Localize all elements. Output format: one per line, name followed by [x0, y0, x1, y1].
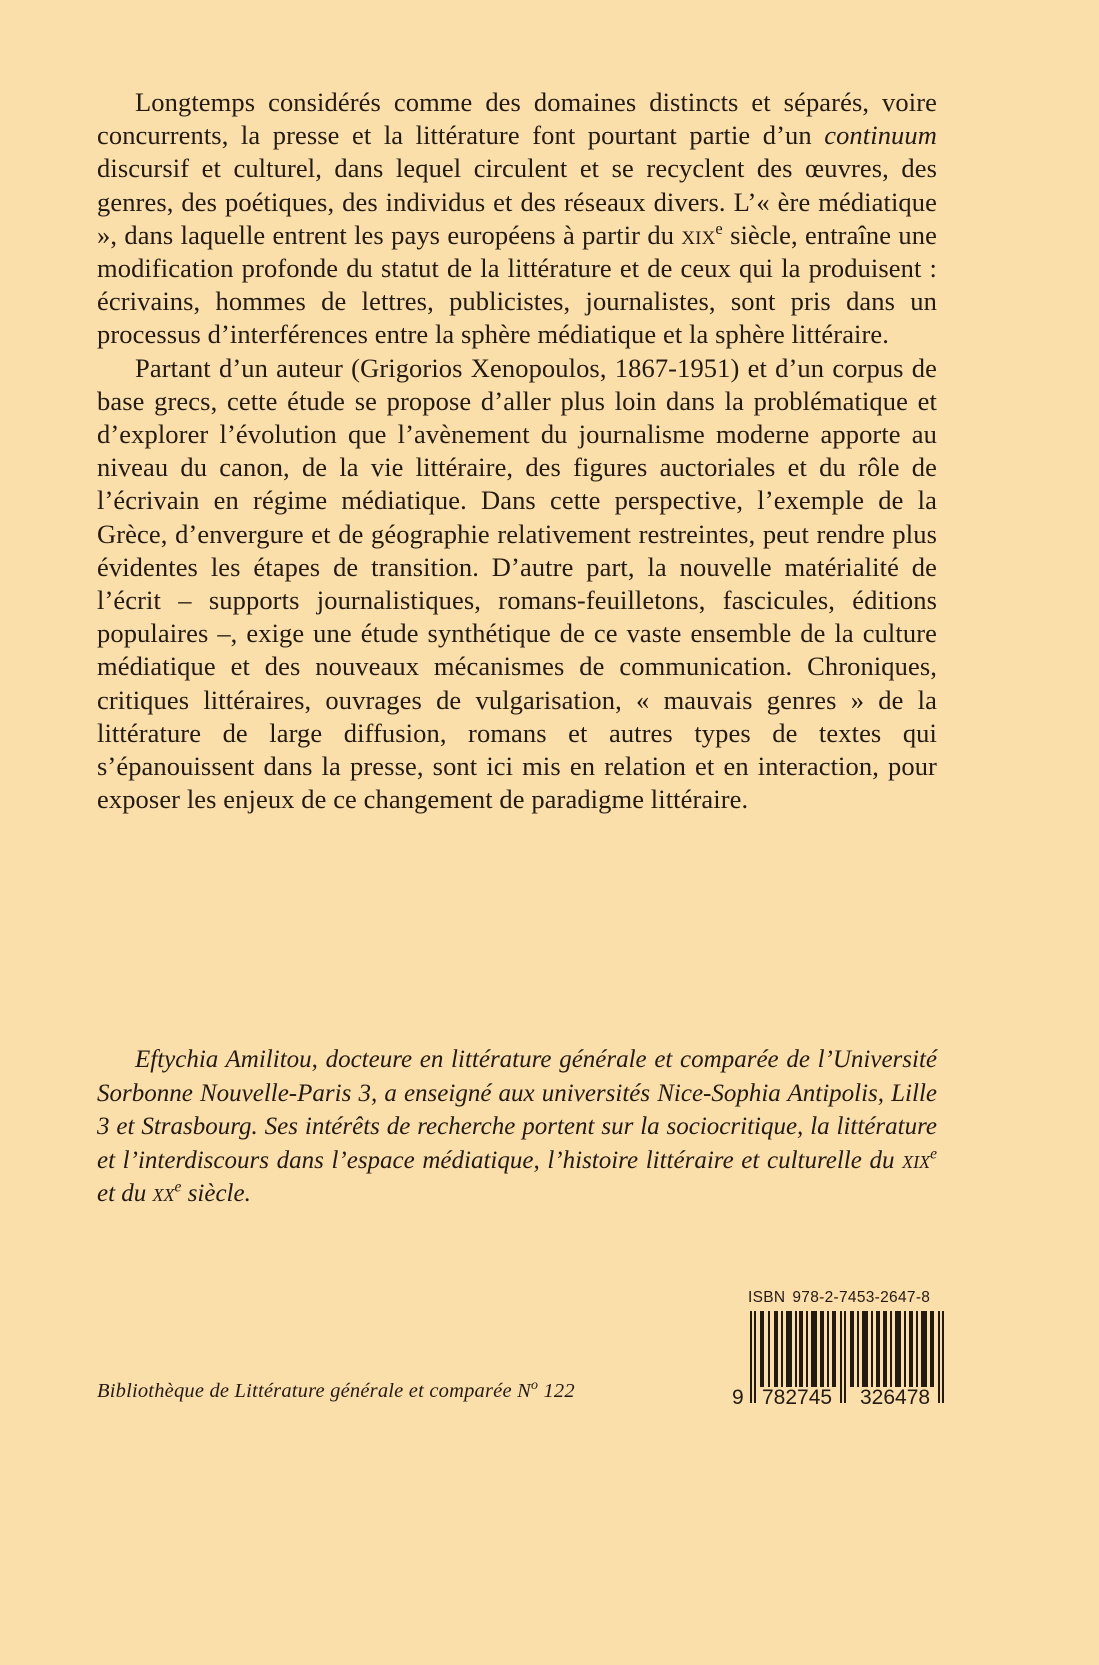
ean13-group-left: 782745	[762, 1386, 833, 1409]
ean13-digit-left: 9	[732, 1386, 744, 1409]
collection-number: 122	[538, 1380, 575, 1402]
blurb-paragraph-1	[97, 86, 937, 352]
isbn-text-line	[748, 1289, 941, 1307]
ean13-group-right: 326478	[860, 1386, 931, 1409]
collection-label: Bibliothèque de Littérature générale et comparée N	[97, 1380, 531, 1402]
blurb-p1-century-smallcaps: xix	[681, 219, 716, 250]
blurb-paragraph-2: Partant d’un auteur (Grigorios Xenopoulos, 1867-1951) et d’un corpus de base grecs, cette étude se propose d’aller plus loin dans la problématique et d’explorer l’évolution que l’avènement du journalisme moderne apporte au niveau du canon, de la vie littéraire, des figures auctoriales et du rôle de l’écrivain en régime médiatique. Dans cette perspective, l’exemple de la Grèce, d’envergure et de géographie relativement restreintes, peut rendre plus évidentes les étapes de transition. D’autre part, la nouvelle matérialité de l’écrit – supports journalistiques, romans-feuilletons, fascicules, éditions populaires –, exige une étude synthétique de ce vaste ensemble de la culture médiatique et des nouveaux mécanismes de communication. Chroniques, critiques littéraires, ouvrages de vulgarisation, « mauvais genres » de la littérature de large diffusion, romans et autres types de textes qui s’épanouissent dans la presse, sont ici mis en relation et en interaction, pour exposer les enjeux de ce changement de paradigme littéraire.	[97, 352, 937, 815]
author-bio-paragraph	[97, 1043, 937, 1211]
author-bio-segment-3: siècle.	[181, 1180, 251, 1207]
isbn-label: ISBN	[748, 1289, 786, 1306]
author-bio-segment-2: et du	[97, 1180, 153, 1207]
author-bio-ordinal-19: e	[930, 1145, 937, 1163]
isbn-barcode-block	[732, 1289, 941, 1409]
author-bio-segment-1: Eftychia Amilitou, docteure en littérature générale et comparée de l’Université Sorbonne Nouvelle-Paris 3, a enseigné aux universités Nice-Sophia Antipolis, Lille 3 et Strasbourg. Ses intérêts de recherche portent sur la sociocritique, la littérature et l’interdiscours dans l’espace médiatique, l’histoire littéraire et culturelle du	[97, 1046, 937, 1174]
blurb-p1-century-ordinal: e	[715, 218, 723, 238]
author-bio-century-20: xx	[152, 1180, 175, 1207]
blurb-p1-italic-term: continuum	[824, 120, 937, 151]
blurb-text-block	[97, 86, 937, 816]
isbn-number: 978-2-7453-2647-8	[792, 1289, 931, 1306]
blurb-p1-segment-3: siècle, entraîne une modification profonde du statut de la littérature et de ceux qui la produisent : écrivains, hommes de lettres, publicistes, journalistes, sont pris dans un processus d’interférences entre la sphère médiatique et la sphère littéraire.	[97, 219, 937, 350]
author-bio-century-19: xix	[902, 1146, 931, 1174]
blurb-p1-segment-2: discursif et culturel, dans lequel circulent et se recyclent des œuvres, des genres, des poétiques, des individus et des réseaux divers. L’« ère médiatique », dans laquelle entrent les pays européens à partir du	[97, 153, 937, 250]
ean13-barcode	[732, 1311, 948, 1409]
collection-ordinal-marker: o	[530, 1378, 539, 1394]
ean13-digits	[732, 1386, 950, 1408]
blurb-p1-segment-1: Longtemps considérés comme des domaines distincts et séparés, voire concurrents, la presse et la littérature font pourtant partie d’un	[97, 87, 937, 151]
author-bio-ordinal-20: e	[174, 1178, 182, 1196]
collection-series-line	[97, 1380, 575, 1403]
